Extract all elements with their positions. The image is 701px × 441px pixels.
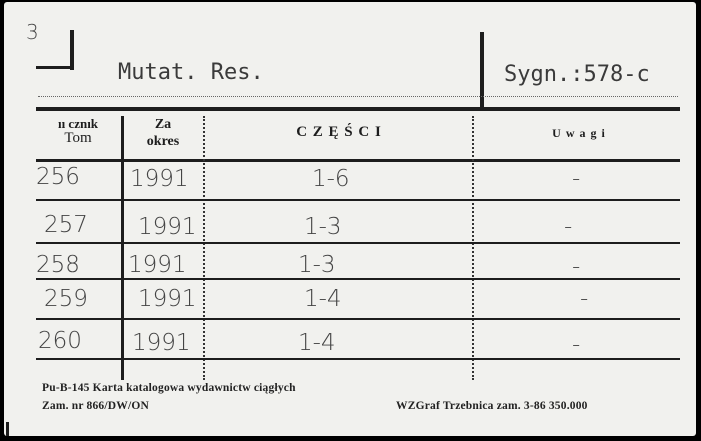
row-5-okres: 1991 (132, 330, 191, 356)
row-5-uwagi: - (572, 332, 581, 358)
row-3-okres: 1991 (128, 252, 187, 278)
header-top-rule (36, 107, 680, 111)
signature-label: Sygn.:578-c (504, 62, 650, 87)
row-2-czesci: 1-3 (304, 214, 342, 240)
row-4-czesci: 1-4 (304, 286, 342, 312)
col-divider-3 (472, 116, 474, 380)
card-title: Mutat. Res. (118, 60, 264, 85)
footer-line-2-left: Zam. nr 866/DW/ON (42, 400, 150, 412)
header-tom (34, 116, 122, 146)
row-4-tom: 259 (44, 286, 88, 312)
row-1-okres: 1991 (130, 166, 189, 192)
col-divider-1 (121, 116, 124, 380)
row-4-okres: 1991 (138, 286, 197, 312)
footer-line-2-right: WZGraf Trzebnica zam. 3-86 350.000 (396, 400, 588, 412)
row-rule-1 (36, 199, 680, 201)
row-rule-5 (36, 358, 680, 360)
row-3-tom: 258 (36, 252, 80, 278)
header-tom-line1: ıı cznık (57, 116, 99, 131)
header-okres-line2: okres (146, 134, 180, 149)
top-left-mark (70, 30, 74, 70)
header-bottom-rule (36, 159, 680, 162)
header-tom-line2: Tom (64, 130, 92, 146)
row-2-tom: 257 (44, 212, 88, 238)
header-okres (122, 116, 204, 150)
row-1-czesci: 1-6 (312, 166, 350, 192)
row-rule-2 (36, 242, 680, 244)
row-rule-4 (36, 318, 680, 320)
top-left-underline (36, 66, 74, 69)
row-5-czesci: 1-4 (298, 330, 336, 356)
row-2-uwagi: - (564, 214, 573, 240)
header-czesci: C Z Ę Ś C I (296, 124, 382, 140)
row-5-tom: 260 (38, 328, 82, 354)
row-1-uwagi: - (572, 166, 581, 192)
bottom-left-mark (6, 422, 9, 436)
header-uwagi: U w a g i (552, 126, 606, 140)
catalog-card (4, 2, 696, 436)
row-3-czesci: 1-3 (298, 252, 336, 278)
row-4-uwagi: - (580, 286, 589, 312)
footer-line-1: Pu-B-145 Karta katalogowa wydawnictw ciągłych (42, 382, 296, 394)
corner-number: 3 (26, 20, 39, 44)
title-dotted-rule (38, 96, 678, 97)
row-rule-3 (36, 278, 680, 280)
row-1-tom: 256 (36, 164, 80, 190)
row-2-okres: 1991 (138, 214, 197, 240)
header-okres-line1: Za (154, 117, 172, 132)
col-divider-2 (203, 116, 205, 380)
row-3-uwagi: - (572, 254, 581, 280)
